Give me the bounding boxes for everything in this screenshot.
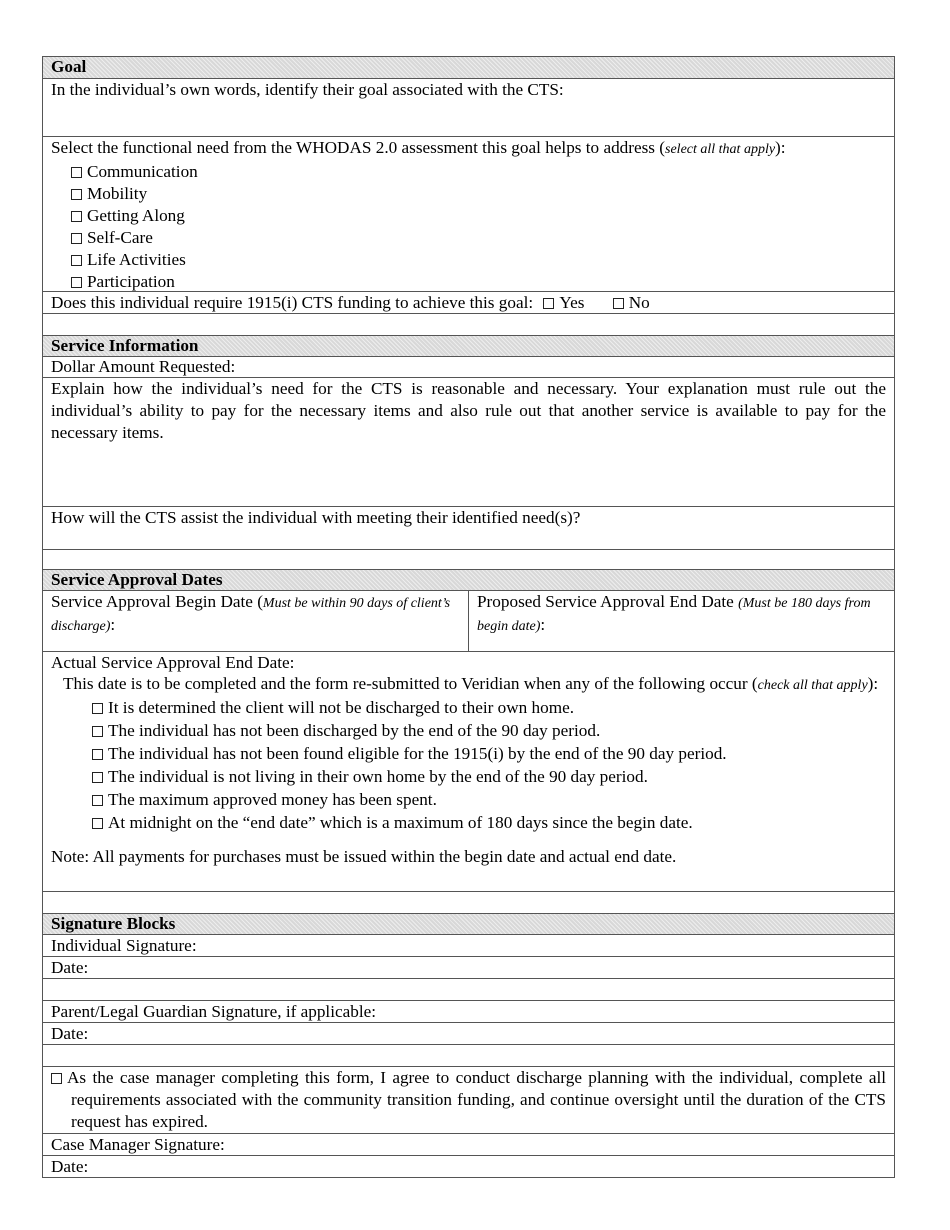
condition-not-eligible[interactable]: The individual has not been found eligible for the 1915(i) by the end of the 90 day period. [92, 742, 886, 765]
checkbox[interactable] [92, 703, 103, 714]
case-manager-signature-field[interactable] [43, 1133, 894, 1155]
spacer-row [43, 549, 894, 569]
service-info-section-header [43, 335, 894, 356]
assist-need-prompt: How will the CTS assist the individual with meeting their identified need(s)? [51, 508, 581, 527]
functional-need-section [43, 136, 894, 291]
funding-question-row [43, 291, 894, 313]
reasonable-necessary-field[interactable] [43, 377, 894, 506]
guardian-date-field[interactable] [43, 1022, 894, 1044]
approval-dates-row [43, 590, 894, 651]
signature-header-text: Signature Blocks [51, 914, 176, 933]
goal-own-words-prompt: In the individual’s own words, identify their goal associated with the CTS: [51, 80, 564, 99]
proposed-end-date-field[interactable]: Proposed Service Approval End Date (Must be 180 days from begin date): [477, 592, 871, 634]
assist-need-field[interactable] [43, 506, 894, 549]
guardian-signature-label: Parent/Legal Guardian Signature, if applicable: [51, 1002, 377, 1021]
reasonable-necessary-prompt: Explain how the individual’s need for the CTS is reasonable and necessary. Your explanation must rule out the individual’s ability to pay for the necessary items and also rule out that another service is available to pay for the necessary items. [51, 379, 886, 442]
checkbox[interactable] [71, 255, 82, 266]
need-option-participation[interactable]: Participation [71, 271, 886, 293]
need-option-mobility[interactable]: Mobility [71, 183, 886, 205]
checkbox[interactable] [92, 772, 103, 783]
individual-signature-label: Individual Signature: [51, 936, 197, 955]
funding-question: Does this individual require 1915(i) CTS funding to achieve this goal: [51, 293, 534, 312]
checkbox[interactable] [613, 298, 624, 309]
begin-date-label: Service Approval Begin Date ( [51, 592, 263, 611]
checkbox[interactable] [92, 726, 103, 737]
spacer-row [43, 891, 894, 913]
signature-section-header [43, 913, 894, 934]
checkbox[interactable] [71, 233, 82, 244]
spacer-row [43, 1044, 894, 1066]
functional-need-list [51, 161, 886, 293]
actual-end-date-label[interactable]: Actual Service Approval End Date: [51, 653, 295, 672]
need-option-life-activities[interactable]: Life Activities [71, 249, 886, 271]
individual-date-field[interactable] [43, 956, 894, 978]
dollar-amount-label: Dollar Amount Requested: [51, 357, 236, 376]
condition-money-spent[interactable]: The maximum approved money has been spent. [92, 788, 886, 811]
dollar-amount-field[interactable] [43, 356, 894, 377]
spacer-row [43, 313, 894, 335]
need-option-self-care[interactable]: Self-Care [71, 227, 886, 249]
case-manager-agreement-text: As the case manager completing this form, I agree to conduct discharge planning with the individual, complete all requirements associated with the community transition funding, and continue oversight until the duration of the CTS request has expired. [67, 1068, 886, 1131]
functional-need-prompt: Select the functional need from the WHODAS 2.0 assessment this goal helps to address (select all that apply): [51, 138, 786, 157]
case-manager-date-label: Date: [51, 1157, 89, 1176]
guardian-date-label: Date: [51, 1024, 89, 1043]
goal-own-words-field[interactable] [43, 78, 894, 136]
individual-signature-field[interactable] [43, 934, 894, 956]
checkbox[interactable] [71, 211, 82, 222]
condition-midnight-end-date[interactable]: At midnight on the “end date” which is a maximum of 180 days since the begin date. [92, 811, 886, 834]
actual-end-note: This date is to be completed and the form re-submitted to Veridian when any of the following occur (check all that apply): [63, 674, 879, 693]
checkbox[interactable] [71, 189, 82, 200]
need-option-communication[interactable]: Communication [71, 161, 886, 183]
proposed-end-date-label: Proposed Service Approval End Date [477, 592, 739, 611]
funding-yes-option[interactable]: Yes [543, 293, 584, 312]
checkbox[interactable] [92, 749, 103, 760]
case-manager-agreement[interactable] [43, 1066, 894, 1133]
checkbox[interactable] [71, 167, 82, 178]
actual-end-date-section [43, 651, 894, 891]
spacer-row [43, 978, 894, 1000]
goal-header-text: Goal [51, 57, 87, 76]
checkbox[interactable] [51, 1073, 62, 1084]
begin-date-field[interactable]: Service Approval Begin Date (Must be within 90 days of client’s discharge): [43, 591, 469, 651]
begin-date-hint: Must be within 90 days of client’s discharge) [51, 596, 451, 634]
individual-date-label: Date: [51, 958, 89, 977]
approval-dates-header-text: Service Approval Dates [51, 570, 223, 589]
approval-dates-section-header [43, 569, 894, 590]
service-info-header-text: Service Information [51, 336, 199, 355]
condition-not-living-home[interactable]: The individual is not living in their own home by the end of the 90 day period. [92, 765, 886, 788]
case-manager-signature-label: Case Manager Signature: [51, 1135, 225, 1154]
checkbox[interactable] [92, 818, 103, 829]
condition-not-discharged-90-days[interactable]: The individual has not been discharged by the end of the 90 day period. [92, 719, 886, 742]
funding-no-option[interactable]: No [613, 293, 650, 312]
cts-form [42, 56, 895, 1178]
proposed-end-date-hint: (Must be 180 days from begin date) [477, 596, 871, 634]
payment-note: Note: All payments for purchases must be issued within the begin date and actual end date. [51, 847, 677, 866]
condition-not-discharged-home[interactable]: It is determined the client will not be discharged to their own home. [92, 696, 886, 719]
need-option-getting-along[interactable]: Getting Along [71, 205, 886, 227]
guardian-signature-field[interactable] [43, 1000, 894, 1022]
checkbox[interactable] [71, 277, 82, 288]
actual-end-conditions-list [51, 696, 886, 834]
case-manager-date-field[interactable] [43, 1155, 894, 1177]
checkbox[interactable] [92, 795, 103, 806]
checkbox[interactable] [543, 298, 554, 309]
goal-section-header [43, 57, 894, 78]
